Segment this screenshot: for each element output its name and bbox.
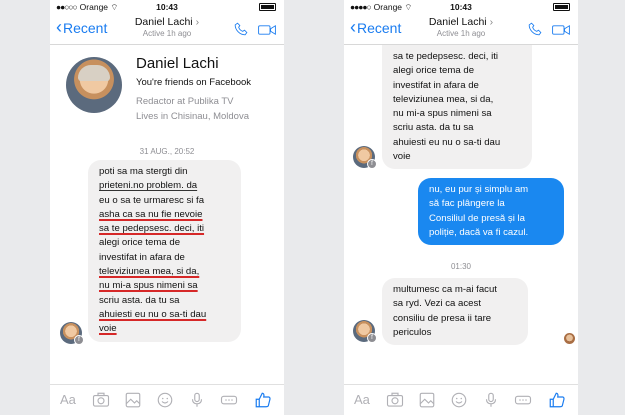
text-input[interactable]: Aa xyxy=(60,392,76,407)
message-line: ahuiesti eu nu o sa-ti dau xyxy=(393,136,501,148)
message-line: scriu asta. da tu sa xyxy=(99,294,180,306)
compose-bar xyxy=(344,384,578,415)
message-line: investifat in afara de xyxy=(393,79,479,91)
message-line: asha ca sa nu fie nevoie xyxy=(99,208,203,220)
microphone-icon[interactable] xyxy=(482,391,500,409)
avatar[interactable] xyxy=(66,57,122,113)
back-button[interactable]: ‹Recent xyxy=(56,17,108,37)
message-line: televiziunea mea, si da, xyxy=(99,266,200,278)
incoming-message[interactable] xyxy=(382,45,532,169)
camera-icon[interactable] xyxy=(92,391,110,409)
message-line: nu mi-a spus nimeni sa xyxy=(393,108,492,120)
video-call-icon[interactable] xyxy=(258,24,276,36)
sender-avatar[interactable] xyxy=(353,320,375,342)
message-line: alegi orice tema de xyxy=(393,65,475,77)
message-line: consiliu de presa ii tare xyxy=(393,312,492,324)
messenger-badge-icon: f xyxy=(367,333,377,343)
message-line: alegi orice tema de xyxy=(99,237,181,249)
message-timestamp: 31 AUG., 20:52 xyxy=(139,147,195,156)
more-icon[interactable] xyxy=(220,391,238,409)
conversation-header xyxy=(50,14,284,45)
conversation-header xyxy=(344,14,578,45)
battery-icon xyxy=(259,3,276,11)
seen-indicator-avatar xyxy=(564,333,575,344)
sender-avatar[interactable] xyxy=(353,146,375,168)
message-line: sa te pedepsesc. deci, iti xyxy=(99,223,205,235)
messenger-badge-icon: f xyxy=(367,159,377,169)
like-icon[interactable] xyxy=(254,391,272,409)
sticker-icon[interactable] xyxy=(156,391,174,409)
message-line: scriu asta. da tu sa xyxy=(393,122,474,134)
carrier: ●●●●○ Orange ⌔ xyxy=(350,2,413,12)
message-line: nu, eu pur și simplu am xyxy=(429,184,529,195)
camera-icon[interactable] xyxy=(386,391,404,409)
message-line: voie xyxy=(393,151,411,163)
message-line: sa te pedepsesc. deci, iti xyxy=(393,51,499,62)
message-line: prieteni.no problem. da xyxy=(99,180,198,192)
left-phone-screen xyxy=(50,0,284,415)
photo-icon[interactable] xyxy=(418,391,436,409)
clock: 10:43 xyxy=(450,2,472,12)
wifi-icon: ⌔ xyxy=(404,2,413,12)
text-input[interactable]: Aa xyxy=(354,392,370,407)
message-line: multumesc ca m-ai facut xyxy=(393,284,497,295)
clock: 10:43 xyxy=(156,2,178,12)
message-line: nu mi-a spus nimeni sa xyxy=(99,280,198,292)
contact-title[interactable] xyxy=(50,16,284,38)
like-icon[interactable] xyxy=(548,391,566,409)
chevron-left-icon: ‹ xyxy=(350,17,356,37)
profile-name: Daniel Lachi xyxy=(136,55,219,72)
contact-name: Daniel Lachi xyxy=(428,16,487,28)
message-line: investifat in afara de xyxy=(99,251,185,263)
profile-job: Redactor at Publika TV xyxy=(136,96,234,107)
compose-bar xyxy=(50,384,284,415)
sticker-icon[interactable] xyxy=(450,391,468,409)
photo-icon[interactable] xyxy=(124,391,142,409)
message-line: să fac plângere la xyxy=(429,198,505,210)
friend-status: You're friends on Facebook xyxy=(136,77,252,88)
status-bar xyxy=(344,0,578,14)
right-phone-screen xyxy=(344,0,578,415)
message-line: poti sa ma stergti din xyxy=(99,166,188,177)
message-line: ahuiesti eu nu o sa-ti dau xyxy=(99,308,207,320)
message-timestamp: 01:30 xyxy=(450,262,472,271)
phone-call-icon[interactable] xyxy=(234,22,248,36)
message-line: Consiliul de presă și la xyxy=(429,212,525,224)
status-bar xyxy=(50,0,284,14)
incoming-message[interactable] xyxy=(88,160,241,342)
battery-icon xyxy=(553,3,570,11)
microphone-icon[interactable] xyxy=(188,391,206,409)
chevron-right-icon: › xyxy=(489,16,494,28)
contact-name: Daniel Lachi xyxy=(134,16,193,28)
outgoing-message[interactable] xyxy=(418,178,564,245)
phone-call-icon[interactable] xyxy=(528,22,542,36)
carrier: ●●○○○ Orange ⌔ xyxy=(56,2,119,12)
incoming-message[interactable] xyxy=(382,278,528,345)
message-line: sa ryd. Vezi ca acest xyxy=(393,298,481,310)
more-icon[interactable] xyxy=(514,391,532,409)
active-status: Active 1h ago xyxy=(436,29,486,38)
profile-city: Lives in Chisinau, Moldova xyxy=(136,111,250,122)
message-line: televiziunea mea, si da, xyxy=(393,93,494,105)
profile-card xyxy=(50,45,284,140)
message-line: eu o sa te urmaresc si fa xyxy=(99,194,205,206)
chevron-right-icon: › xyxy=(195,16,200,28)
message-line: periculos xyxy=(393,326,432,338)
back-button[interactable]: ‹Recent xyxy=(350,17,402,37)
sender-avatar[interactable] xyxy=(60,322,82,344)
message-line: voie xyxy=(99,323,117,335)
messenger-badge-icon: f xyxy=(74,335,84,345)
video-call-icon[interactable] xyxy=(552,24,570,36)
message-line: poliție, dacă va fi cazul. xyxy=(429,226,529,238)
wifi-icon: ⌔ xyxy=(110,2,119,12)
chevron-left-icon: ‹ xyxy=(56,17,62,37)
active-status: Active 1h ago xyxy=(142,29,192,38)
contact-title[interactable] xyxy=(344,16,578,38)
